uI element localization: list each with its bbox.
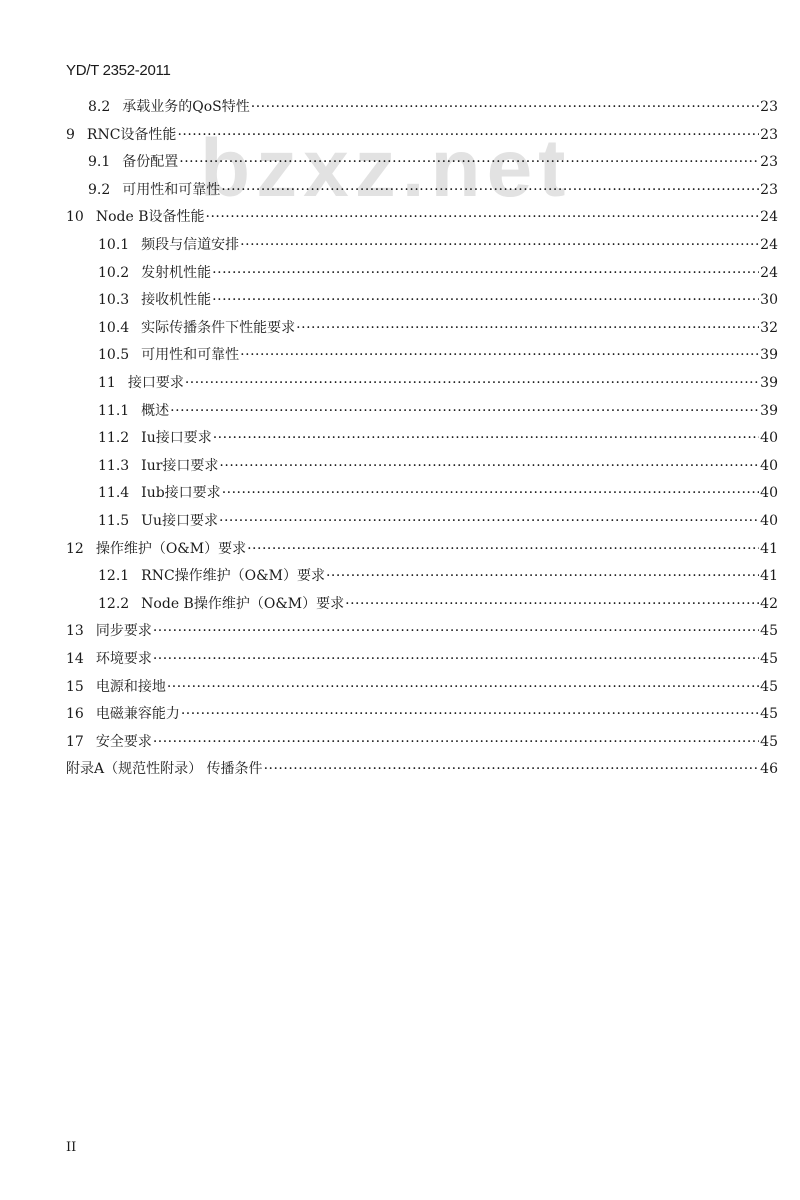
dot-leader (264, 761, 760, 777)
toc-entry-number: 14 (66, 651, 84, 667)
toc-entry-title: 接收机性能 (141, 292, 212, 309)
toc-entry-number: 9.1 (88, 154, 111, 171)
toc-entry-number: 11.1 (98, 402, 130, 419)
toc-entry[interactable] (98, 372, 778, 394)
dot-leader (213, 430, 759, 446)
dot-leader (240, 237, 759, 253)
toc-entry-page: 45 (760, 678, 778, 695)
toc-entry[interactable] (98, 234, 778, 256)
toc-entry-number: 9.2 (88, 181, 111, 198)
toc-entry-number: 16 (66, 706, 84, 723)
toc-entry-number: 10.5 (98, 347, 130, 364)
toc-entry-title: Uu接口要求 (141, 513, 218, 529)
toc-entry-title: RNC设备性能 (86, 126, 177, 143)
dot-leader (153, 734, 759, 750)
dot-leader (181, 706, 759, 722)
toc-entry-number: 11.4 (98, 485, 130, 502)
toc-entry[interactable] (66, 731, 778, 753)
dot-leader (247, 541, 759, 557)
toc-entry-page: 23 (760, 154, 778, 171)
toc-entry-title: 发射机性能 (141, 264, 212, 281)
toc-entry-title: 同步要求 (95, 623, 152, 640)
toc-entry-number: 10.4 (98, 319, 130, 336)
toc-entry[interactable] (98, 427, 778, 449)
toc-entry-title: Node B操作维护（O&M）要求 (141, 595, 345, 612)
dot-leader (219, 513, 759, 529)
toc-entry[interactable] (66, 758, 778, 780)
dot-leader (345, 596, 759, 612)
toc-entry-title: 频段与信道安排 (141, 237, 240, 253)
toc-entry-title: Iur接口要求 (141, 457, 219, 474)
toc-entry-page: 24 (760, 209, 778, 226)
toc-entry-number: 10.2 (98, 264, 130, 281)
toc-entry[interactable] (98, 289, 778, 311)
toc-entry-page: 40 (760, 485, 778, 502)
dot-leader (179, 154, 759, 170)
toc-entry[interactable] (66, 703, 778, 725)
toc-entry-number: 15 (66, 678, 84, 695)
toc-entry-number: 8.2 (88, 99, 111, 115)
toc-entry-page: 39 (760, 402, 778, 419)
dot-leader (221, 182, 759, 198)
dot-leader (177, 127, 759, 143)
toc-entry[interactable] (98, 400, 778, 422)
watermark: bzxz.net (200, 123, 572, 214)
toc-entry[interactable] (98, 455, 778, 477)
toc-entry-number: 10.3 (98, 292, 130, 309)
toc-entry[interactable] (98, 593, 778, 615)
toc-entry-number: 9 (66, 126, 75, 143)
dot-leader (251, 99, 759, 115)
toc-entry-title: Iu接口要求 (141, 430, 212, 447)
toc-entry-number: 10 (66, 209, 84, 226)
toc-entry-title: 实际传播条件下性能要求 (141, 319, 296, 336)
toc-entry-page: 23 (760, 99, 778, 115)
toc-entry-title: 可用性和可靠性 (141, 347, 240, 364)
toc-entry[interactable] (66, 620, 778, 642)
toc-entry[interactable] (98, 510, 778, 532)
toc-entry-number: 12.2 (98, 595, 130, 612)
toc-entry-page: 45 (760, 623, 778, 640)
toc-entry[interactable] (98, 482, 778, 504)
toc-entry-title: 安全要求 (95, 733, 152, 750)
toc-entry-page: 42 (760, 595, 778, 612)
dot-leader (170, 403, 759, 419)
toc-entry-number: 13 (66, 623, 84, 640)
toc-entry-number: 11.2 (98, 430, 130, 447)
dot-leader (167, 679, 759, 695)
toc-entry-title: Iub接口要求 (141, 485, 221, 502)
dot-leader (219, 458, 759, 474)
toc-entry-number: 11 (98, 375, 116, 391)
dot-leader (326, 568, 759, 584)
toc-entry-title: 电源和接地 (95, 678, 166, 695)
toc-entry[interactable] (66, 538, 778, 560)
toc-entry-title: Node B设备性能 (95, 209, 205, 226)
toc-entry-number: 12 (66, 540, 84, 557)
toc-entry-number: 11.3 (98, 457, 130, 474)
toc-entry-page: 39 (760, 375, 778, 391)
toc-entry[interactable] (98, 344, 778, 366)
dot-leader (212, 292, 759, 308)
document-code-header: YD/T 2352-2011 (66, 62, 171, 79)
toc-entry-title: 附录A（规范性附录） 传播条件 (66, 761, 263, 778)
toc-entry[interactable] (66, 124, 778, 146)
toc-entry-number: 17 (66, 733, 84, 750)
toc-entry-page: 23 (760, 126, 778, 143)
dot-leader (153, 651, 759, 667)
toc-entry-number: 10.1 (98, 237, 130, 253)
toc-entry-page: 40 (760, 513, 778, 529)
toc-entry-number: 12.1 (98, 568, 130, 585)
toc-entry[interactable] (66, 648, 778, 670)
toc-entry-page: 24 (760, 237, 778, 253)
toc-entry-title: 概述 (141, 402, 170, 419)
toc-entry[interactable] (98, 565, 778, 587)
toc-entry[interactable] (98, 317, 778, 339)
toc-entry-title: 操作维护（O&M）要求 (95, 540, 247, 557)
toc-entry-page: 41 (760, 568, 778, 585)
toc-entry[interactable] (98, 262, 778, 284)
toc-entry-page: 45 (760, 706, 778, 723)
dot-leader (206, 209, 760, 225)
toc-entry-page: 46 (760, 761, 778, 778)
toc-entry[interactable] (88, 151, 778, 173)
toc-entry-page: 45 (760, 651, 778, 667)
toc-entry-title: 承载业务的QoS特性 (122, 99, 250, 115)
toc-entry-page: 30 (760, 292, 778, 309)
toc-entry-page: 23 (760, 181, 778, 198)
toc-entry-page: 24 (760, 264, 778, 281)
toc-entry-page: 32 (760, 319, 778, 336)
dot-leader (296, 320, 759, 336)
dot-leader (240, 347, 759, 363)
dot-leader (153, 623, 759, 639)
toc-entry-page: 41 (760, 540, 778, 557)
toc-entry-title: 可用性和可靠性 (122, 181, 221, 198)
toc-entry-page: 45 (760, 733, 778, 750)
toc-entry-page: 40 (760, 430, 778, 447)
toc-entry-page: 40 (760, 457, 778, 474)
dot-leader (212, 265, 759, 281)
dot-leader (222, 485, 759, 501)
toc-entry-title: 电磁兼容能力 (95, 706, 180, 723)
dot-leader (185, 375, 759, 391)
toc-entry[interactable] (88, 96, 778, 118)
toc-entry-title: 备份配置 (122, 154, 179, 171)
toc-entry-number: 11.5 (98, 513, 130, 529)
toc-entry-title: 接口要求 (127, 375, 184, 391)
page-number: II (66, 1140, 77, 1155)
toc-entry[interactable] (88, 179, 778, 201)
toc-entry[interactable] (66, 206, 778, 228)
toc-entry-title: 环境要求 (95, 651, 152, 667)
toc-entry-title: RNC操作维护（O&M）要求 (141, 568, 325, 585)
toc-entry[interactable] (66, 676, 778, 698)
toc-entry-page: 39 (760, 347, 778, 364)
